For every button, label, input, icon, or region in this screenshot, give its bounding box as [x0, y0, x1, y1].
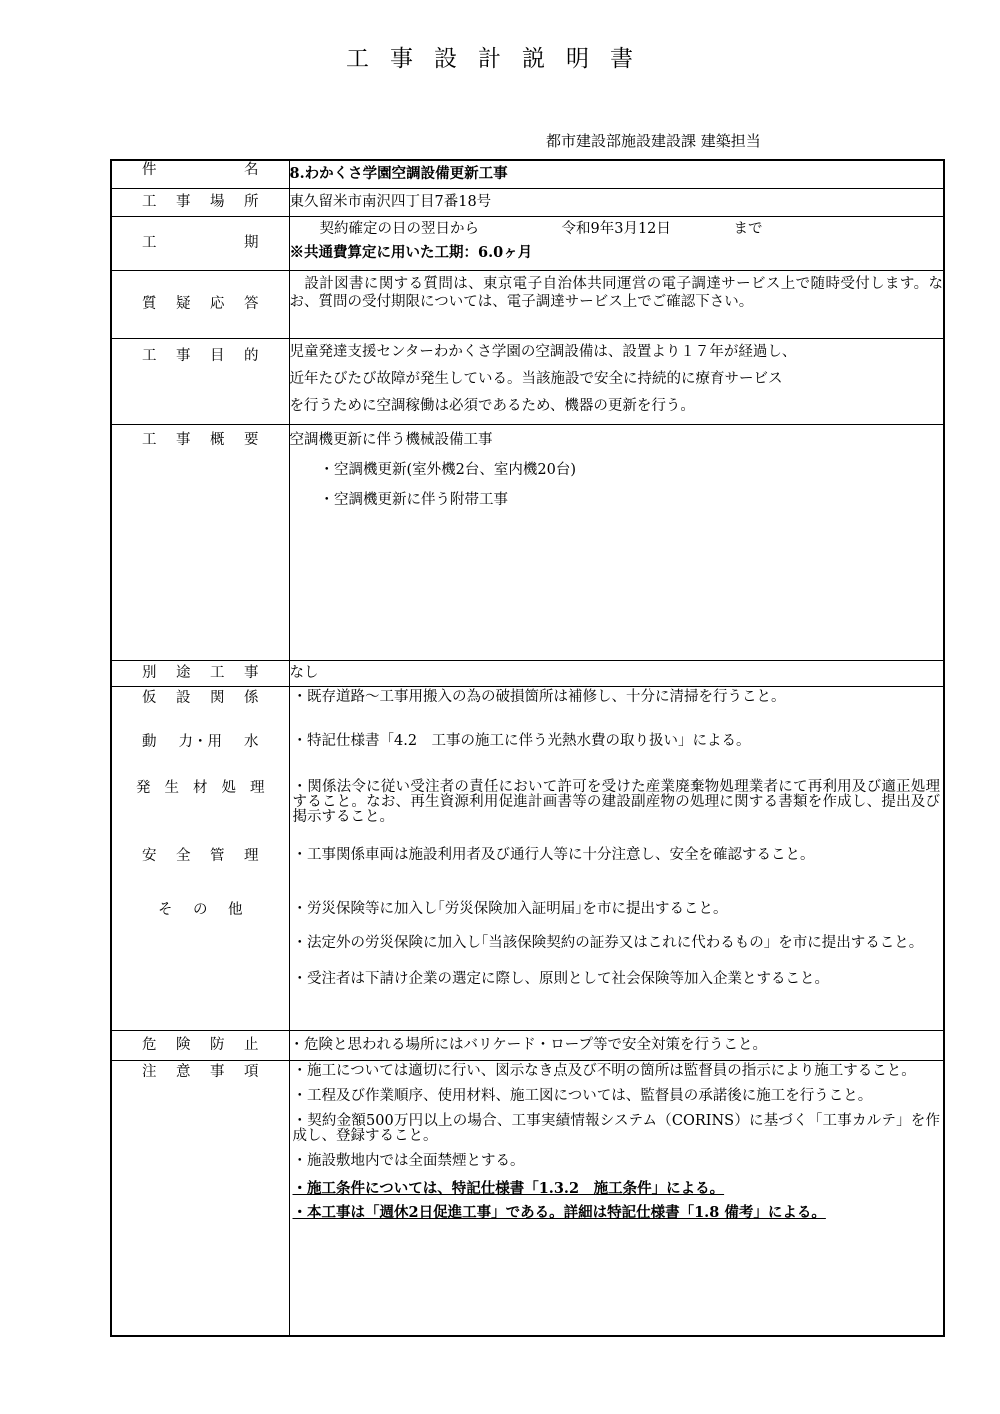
label-char: 材 — [193, 779, 208, 796]
label-char: 事 — [244, 665, 259, 681]
title-char: 計 — [478, 46, 522, 72]
label-char: 事 — [176, 431, 191, 448]
label-danger — [111, 1030, 289, 1060]
label-place — [111, 188, 289, 216]
label-overview — [111, 424, 289, 660]
label-char: 理 — [244, 847, 259, 864]
label-purpose — [111, 338, 289, 424]
note-item: ・工程及び作業順序、使用材料、施工図については、監督員の承諾後に施工を行うこと。 — [292, 1087, 873, 1104]
note-bold-item: ・本工事は「週休2日促進工事」である。詳細は特記仕様書「1.8 備考」による。 — [292, 1203, 826, 1221]
value-overview — [289, 424, 944, 660]
title-char: 工 — [346, 46, 390, 72]
title-char: 説 — [522, 46, 566, 72]
label-char: 所 — [244, 194, 259, 210]
label-name — [111, 160, 289, 188]
label-char: 工 — [142, 194, 157, 210]
label-char: 全 — [176, 847, 191, 864]
label-notes — [111, 1060, 289, 1336]
row-qa — [111, 270, 944, 338]
note-item: ・契約金額500万円以上の場合、工事実績情報システム（CORINS）に基づく「工事カルテ」を作成し、登録すること。 — [292, 1112, 940, 1144]
label-char: 危 — [142, 1037, 157, 1053]
label-char: 設 — [176, 689, 191, 706]
label-other — [112, 901, 289, 919]
label-char: 止 — [244, 1037, 259, 1053]
label-char: 処 — [221, 779, 236, 796]
row-danger — [111, 1030, 944, 1060]
value-notes — [289, 1060, 944, 1336]
label-char: 項 — [244, 1063, 259, 1080]
label-char: 安 — [142, 847, 157, 864]
value-danger: ・危険と思われる場所にはバリケード・ロープ等で安全対策を行うこと。 — [289, 1030, 944, 1060]
label-char: 的 — [244, 347, 259, 364]
label-char: 事 — [176, 194, 191, 210]
department-label: 都市建設部施設建設課 建築担当 — [546, 132, 761, 150]
label-char: 防 — [210, 1037, 225, 1053]
period-note: ※共通費算定に用いた工期：6.0ヶ月 — [289, 243, 533, 261]
value-name: 8.わかくさ学園空調設備更新工事 — [289, 160, 944, 188]
label-char: 工 — [142, 235, 157, 251]
row-name — [111, 160, 944, 188]
overview-heading: 空調機更新に伴う機械設備工事 — [289, 431, 493, 448]
title-char: 書 — [610, 46, 654, 72]
label-char: 意 — [176, 1063, 191, 1080]
label-char: 答 — [244, 296, 259, 312]
label-char: 件 — [142, 162, 157, 178]
label-char: 生 — [164, 779, 179, 796]
note-item: ・施設敷地内では全面禁煙とする。 — [292, 1152, 525, 1169]
row-purpose — [111, 338, 944, 424]
label-char: 期 — [244, 235, 259, 251]
row-notes — [111, 1060, 944, 1336]
label-char: 険 — [176, 1037, 191, 1053]
label-char: 名 — [244, 162, 259, 178]
label-char: の — [193, 901, 208, 918]
label-char: 仮 — [142, 689, 157, 706]
value-temp: ・既存道路～工事用搬入の為の破損箇所は補修し、十分に清掃を行うこと。 — [292, 688, 786, 705]
label-char: 概 — [210, 431, 225, 448]
label-char: 事 — [176, 347, 191, 364]
note-bold-item: ・施工条件については、特記仕様書「1.3.2 施工条件」による。 — [292, 1179, 725, 1197]
overview-item: ・空調機更新(室外機2台、室内機20台) — [319, 461, 576, 478]
spec-table — [110, 159, 945, 1337]
label-char: 別 — [142, 665, 157, 681]
label-char: 工 — [142, 347, 157, 364]
title-char: 設 — [434, 46, 478, 72]
value-misc — [289, 686, 944, 1030]
value-waste: ・関係法令に従い受注者の責任において許可を受けた産業廃棄物処理業者にて再利用及び適正処理すること。なお、再生資源利用促進計画書等の建設副産物の処理に関する書類を作成し、提出及び掲示すること。 — [292, 778, 940, 825]
row-place — [111, 188, 944, 216]
label-char: 要 — [244, 431, 259, 448]
label-char: 力・用 — [178, 733, 222, 750]
label-char: 係 — [244, 689, 259, 706]
value-qa: 設計図書に関する質問は、東京電子自治体共同運営の電子調達サービス上で随時受付します。なお、質問の受付期限については、電子調達サービス上でご確認下さい。 — [289, 270, 944, 338]
label-char: 水 — [244, 733, 259, 750]
period-end-date: 令和9年3月12日 — [561, 220, 671, 237]
label-char: 理 — [250, 779, 265, 796]
value-safety: ・工事関係車両は施設利用者及び通行人等に十分注意し、安全を確認すること。 — [292, 846, 815, 863]
value-period — [289, 216, 944, 270]
label-power — [112, 733, 289, 751]
overview-item: ・空調機更新に伴う附帯工事 — [319, 491, 508, 508]
label-char: 途 — [176, 665, 191, 681]
label-safety — [112, 847, 289, 865]
label-waste — [112, 779, 289, 797]
label-qa — [111, 270, 289, 338]
label-char: 事 — [210, 1063, 225, 1080]
row-period — [111, 216, 944, 270]
period-until: まで — [733, 220, 763, 237]
label-char: 注 — [142, 1063, 157, 1080]
value-other-3: ・受注者は下請け企業の選定に際し、原則として社会保険等加入企業とすること。 — [292, 970, 829, 987]
label-char: 工 — [210, 665, 225, 681]
label-char: 疑 — [176, 296, 191, 312]
purpose-line: 近年たびたび故障が発生している。当該施設で安全に持続的に療育サービス — [289, 370, 783, 387]
title-char: 事 — [390, 46, 434, 72]
label-char: 関 — [210, 689, 225, 706]
label-char: そ — [158, 901, 173, 918]
label-char: 目 — [210, 347, 225, 364]
label-char: 他 — [228, 901, 243, 918]
purpose-line: を行うために空調稼働は必須であるため、機器の更新を行う。 — [289, 397, 695, 414]
label-char: 管 — [210, 847, 225, 864]
label-misc — [111, 686, 289, 1030]
note-item: ・施工については適切に行い、図示なき点及び不明の箇所は監督員の指示により施工すること。 — [292, 1062, 916, 1079]
value-separate: なし — [289, 660, 944, 686]
label-char: 発 — [136, 779, 151, 796]
document-title — [0, 40, 1000, 73]
value-purpose — [289, 338, 944, 424]
row-overview — [111, 424, 944, 660]
label-char: 工 — [142, 431, 157, 448]
label-period — [111, 216, 289, 270]
value-other-1: ・労災保険等に加入し｢労災保険加入証明届｣を市に提出すること。 — [292, 900, 728, 917]
value-other-2: ・法定外の労災保険に加入し｢当該保険契約の証券又はこれに代わるもの」を市に提出すること。 — [292, 934, 924, 951]
value-power: ・特記仕様書「4.2 工事の施工に伴う光熱水費の取り扱い」による。 — [292, 732, 751, 749]
label-temp — [112, 689, 289, 707]
value-place: 東久留米市南沢四丁目7番18号 — [289, 188, 944, 216]
label-separate — [111, 660, 289, 686]
row-separate — [111, 660, 944, 686]
title-char: 明 — [566, 46, 610, 72]
row-misc — [111, 686, 944, 1030]
label-char: 動 — [142, 733, 157, 750]
label-char: 応 — [210, 296, 225, 312]
purpose-line: 児童発達支援センターわかくさ学園の空調設備は、設置より１７年が経過し、 — [289, 343, 797, 360]
label-char: 質 — [142, 296, 157, 312]
period-start: 契約確定の日の翌日から — [319, 220, 479, 237]
label-char: 場 — [210, 194, 225, 210]
